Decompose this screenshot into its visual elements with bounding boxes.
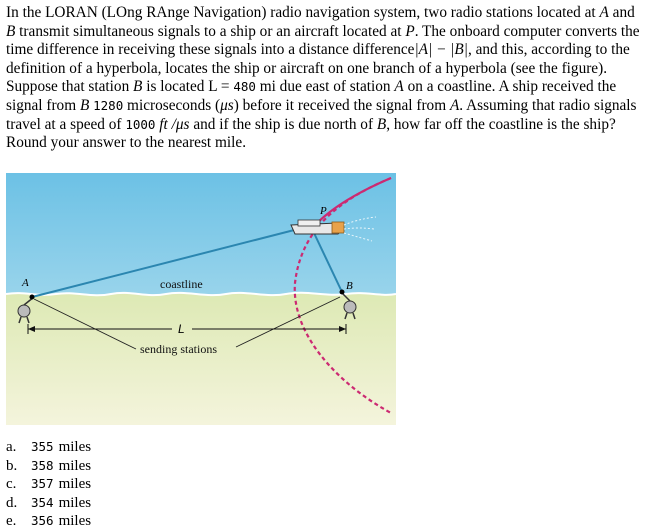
label-B: B — [346, 280, 353, 292]
problem-segment: is located L = — [142, 78, 234, 96]
microsecond-unit: μs — [220, 96, 234, 114]
answer-option-a[interactable] — [6, 438, 91, 457]
label-sending-stations: sending stations — [140, 342, 217, 356]
answer-list — [6, 438, 91, 531]
problem-segment: microseconds ( — [123, 96, 221, 114]
answer-unit: miles — [58, 494, 92, 511]
variable-B: B — [6, 22, 16, 40]
variable-B: B — [376, 115, 387, 133]
problem-segment: , how far off the coastline is the ship? Round your answer to the nearest mile. — [6, 115, 616, 152]
speed-value: 1000 — [125, 116, 156, 132]
variable-B: B — [79, 96, 90, 114]
time-difference-value: 1280 — [93, 97, 124, 113]
problem-segment: . Assuming that radio signals travel at a speed of — [6, 96, 637, 133]
problem-text — [6, 4, 646, 153]
speed-unit: ft /μs — [159, 115, 190, 133]
answer-letter: d. — [6, 494, 18, 511]
answer-value: 358 — [31, 457, 54, 473]
variable-A: A — [449, 96, 460, 114]
problem-segment: transmit simultaneous signals to a ship or an aircraft located at — [15, 22, 406, 40]
answer-unit: miles — [58, 513, 92, 530]
answer-value: 355 — [31, 439, 54, 454]
label-coastline: coastline — [160, 277, 203, 291]
label-L: L — [178, 322, 185, 336]
problem-segment: , and this, according to the definition of a hyperbola, locates the ship or aircraft on one branch of a hyperbola (see the figure). Suppose that station — [6, 41, 630, 96]
answer-letter: b. — [6, 457, 18, 474]
label-P: P — [320, 205, 327, 217]
station-b-dot — [340, 290, 345, 295]
answer-option-c[interactable] — [6, 475, 91, 494]
answer-value: 354 — [31, 494, 54, 510]
loran-figure — [6, 173, 396, 425]
problem-segment: ) before it received the signal from — [233, 96, 450, 114]
answer-option-b[interactable] — [6, 457, 91, 476]
answer-unit: miles — [58, 457, 92, 474]
answer-option-e[interactable] — [6, 512, 91, 531]
problem-segment: on a coastline. A ship received the signal from — [6, 78, 617, 114]
problem-segment: and if the ship is due north of — [189, 115, 377, 133]
answer-letter: c. — [6, 476, 17, 493]
answer-letter: e. — [6, 513, 17, 530]
answer-unit: miles — [58, 439, 92, 455]
answer-value: 357 — [31, 476, 54, 492]
problem-segment: and — [608, 4, 635, 21]
variable-B: B — [133, 78, 143, 96]
variable-A: A — [394, 78, 404, 96]
problem-segment: mi due east of station — [255, 78, 395, 96]
land-area — [6, 293, 396, 425]
station-a-dot — [30, 295, 35, 300]
problem-segment: In the LORAN (LOng RAnge Navigation) radio navigation system, two radio stations located at — [6, 4, 600, 21]
answer-letter: a. — [6, 439, 17, 455]
abs-difference-expression: |A| − |B| — [414, 41, 468, 59]
variable-A: A — [599, 4, 609, 21]
variable-P: P — [405, 22, 415, 40]
problem-segment: . The onboard computer converts the time difference in receiving these signals into a distance difference — [6, 22, 640, 59]
answer-option-d[interactable] — [6, 494, 91, 513]
answer-value: 356 — [31, 513, 54, 529]
answer-unit: miles — [58, 476, 92, 493]
label-A: A — [22, 277, 29, 289]
distance-value: 480 — [233, 79, 256, 95]
